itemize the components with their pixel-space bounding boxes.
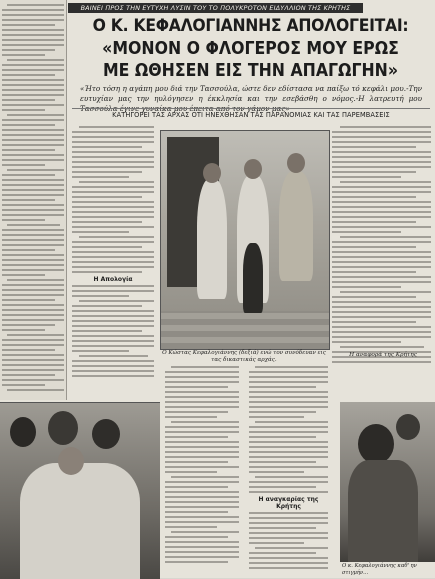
text-line — [340, 181, 431, 183]
text-line — [165, 521, 239, 523]
text-line — [249, 406, 328, 408]
photo-head-center — [244, 159, 262, 179]
text-line — [249, 486, 316, 488]
text-line — [249, 537, 328, 539]
text-line — [72, 211, 154, 213]
text-line — [72, 216, 154, 218]
text-line — [249, 441, 328, 443]
text-line — [7, 114, 64, 116]
text-line — [72, 156, 154, 158]
text-line — [332, 331, 431, 333]
text-line — [165, 516, 239, 518]
photo-figure-soldier — [279, 171, 313, 281]
text-line — [72, 345, 154, 347]
text-line — [2, 244, 64, 246]
text-line — [332, 166, 431, 168]
text-line — [249, 522, 328, 524]
text-line — [2, 189, 64, 191]
text-line — [332, 256, 431, 258]
text-line — [72, 271, 142, 273]
text-line — [249, 517, 328, 519]
text-line — [332, 261, 431, 263]
text-line — [165, 466, 239, 468]
text-line — [165, 381, 239, 383]
text-line — [7, 224, 60, 226]
text-line — [165, 436, 228, 438]
text-line — [2, 84, 64, 86]
text-line — [165, 441, 239, 443]
text-line — [72, 241, 154, 243]
text-line — [332, 221, 416, 223]
text-line — [332, 246, 416, 248]
text-line — [332, 201, 431, 203]
text-line — [72, 146, 142, 148]
text-line — [249, 376, 328, 378]
br-figure-head — [358, 424, 394, 464]
text-line — [332, 186, 431, 188]
text-line — [72, 226, 154, 228]
text-line — [332, 241, 431, 243]
headline-primary: Ο Κ. ΚΕΦΑΛΟΓΙΑΝΝΗΣ ΑΠΟΛΟΓΕΙΤΑΙ: — [92, 16, 409, 36]
headline-quote-line-1: «ΜΟΝΟΝ Ο ΦΛΟΓΕΡΟΣ ΜΟΥ ΕΡΩΣ — [102, 39, 399, 59]
banner: ΒΑΙΝΕΙ ΠΡΟΣ ΤΗΝ ΕΥΤΥΧΗ ΛΥΣΙΝ ΤΟΥ ΤΟ ΠΟΛΥΚΡΟΤΟΝ ΕΙΔΥΛΛΙΟΝ ΤΗΣ ΚΡΗΤΗΣ — [68, 3, 363, 13]
bl-figure-2 — [48, 411, 78, 445]
text-line — [165, 556, 239, 558]
text-line — [2, 269, 64, 271]
text-line — [7, 59, 64, 61]
text-line — [171, 421, 239, 423]
text-line — [2, 284, 64, 286]
text-line — [2, 34, 64, 36]
text-line — [2, 159, 64, 161]
text-line — [332, 321, 416, 323]
text-line — [332, 211, 431, 213]
text-line — [332, 146, 416, 148]
text-line — [72, 176, 129, 178]
text-line — [165, 551, 239, 553]
text-line — [72, 171, 142, 173]
section-title-apology: Η Απολογία — [93, 276, 133, 283]
text-line — [332, 301, 431, 303]
text-line — [72, 186, 154, 188]
text-line — [2, 164, 45, 166]
text-line — [2, 119, 64, 121]
text-line — [332, 276, 431, 278]
text-line — [165, 386, 228, 388]
text-line — [72, 221, 142, 223]
text-line — [171, 531, 239, 533]
text-line — [165, 391, 239, 393]
text-line — [165, 501, 239, 503]
text-line — [2, 264, 64, 266]
text-line — [2, 124, 55, 126]
text-line — [332, 191, 431, 193]
text-line — [72, 196, 142, 198]
text-line — [2, 254, 64, 256]
text-line — [2, 274, 45, 276]
text-line — [2, 94, 64, 96]
text-line — [7, 389, 64, 391]
text-line — [249, 471, 304, 473]
text-line — [72, 151, 154, 153]
br-figure-2 — [396, 414, 420, 440]
text-line — [2, 349, 55, 351]
text-line — [2, 304, 64, 306]
text-line — [255, 476, 328, 478]
text-line — [249, 461, 316, 463]
text-line — [79, 300, 154, 302]
text-line — [165, 431, 239, 433]
text-line — [72, 251, 154, 253]
text-line — [2, 369, 64, 371]
text-line — [171, 476, 239, 478]
text-line — [2, 74, 55, 76]
main-photo — [160, 130, 330, 350]
text-line — [2, 259, 64, 261]
text-line — [2, 204, 64, 206]
photo-steps — [161, 311, 329, 349]
text-line — [165, 416, 217, 418]
text-line — [2, 64, 64, 66]
text-line — [2, 149, 55, 151]
text-line — [332, 141, 431, 143]
text-line — [2, 239, 64, 241]
text-line — [249, 401, 328, 403]
text-line — [72, 246, 142, 248]
text-line — [72, 256, 154, 258]
text-line — [2, 54, 45, 56]
text-line — [7, 334, 64, 336]
article-column-lower-1 — [163, 362, 241, 572]
text-line — [2, 219, 45, 221]
text-line — [2, 184, 64, 186]
article-column-3 — [330, 122, 433, 370]
text-line — [249, 381, 328, 383]
text-line — [332, 341, 401, 343]
left-column-text — [0, 0, 67, 400]
text-line — [7, 279, 64, 281]
text-line — [332, 271, 416, 273]
text-line — [332, 326, 431, 328]
text-line — [2, 199, 55, 201]
text-line — [332, 296, 416, 298]
text-line — [2, 129, 64, 131]
text-line — [249, 567, 328, 569]
text-line — [249, 557, 328, 559]
text-line — [2, 319, 64, 321]
text-line — [165, 451, 239, 453]
text-line — [332, 266, 431, 268]
text-line — [2, 109, 45, 111]
text-line — [332, 161, 431, 163]
text-line — [2, 79, 64, 81]
text-line — [2, 134, 64, 136]
text-line — [2, 339, 64, 341]
headline-quote — [84, 38, 416, 82]
text-line — [72, 295, 129, 297]
text-line — [249, 446, 328, 448]
text-line — [2, 174, 55, 176]
text-line — [2, 289, 64, 291]
text-line — [72, 166, 154, 168]
text-line — [165, 376, 239, 378]
text-line — [165, 396, 239, 398]
text-line — [249, 371, 328, 373]
text-line — [171, 366, 239, 368]
text-line — [332, 316, 431, 318]
text-line — [72, 370, 154, 372]
bl-figure-1 — [10, 417, 36, 447]
text-line — [72, 136, 154, 138]
text-line — [249, 542, 304, 544]
text-line — [165, 511, 228, 513]
text-line — [255, 421, 328, 423]
text-line — [340, 291, 431, 293]
text-line — [72, 320, 154, 322]
text-line — [165, 446, 239, 448]
text-line — [79, 355, 149, 357]
text-line — [2, 379, 64, 381]
text-line — [249, 386, 316, 388]
text-line — [249, 532, 328, 534]
text-line — [165, 541, 239, 543]
text-line — [332, 226, 431, 228]
text-line — [340, 126, 431, 128]
text-line — [2, 89, 64, 91]
text-line — [72, 131, 154, 133]
text-line — [165, 371, 239, 373]
text-line — [72, 315, 154, 317]
text-line — [249, 411, 316, 413]
text-line — [165, 546, 239, 548]
text-line — [249, 491, 328, 493]
text-line — [332, 361, 431, 363]
text-line — [165, 536, 228, 538]
text-line — [165, 426, 239, 428]
article-column-lower-2 — [247, 362, 330, 572]
text-line — [2, 344, 64, 346]
text-line — [165, 471, 217, 473]
br-figure-body — [348, 460, 418, 562]
text-line — [79, 126, 154, 128]
text-line — [165, 406, 239, 408]
text-line — [249, 527, 316, 529]
text-line — [72, 201, 154, 203]
text-line — [165, 526, 217, 528]
text-line — [2, 19, 64, 21]
text-line — [165, 461, 228, 463]
text-line — [255, 547, 328, 549]
text-line — [2, 69, 64, 71]
bottom-right-photo — [340, 402, 435, 562]
text-line — [72, 191, 154, 193]
text-line — [72, 310, 154, 312]
text-line — [332, 231, 401, 233]
text-line — [2, 364, 64, 366]
text-line — [2, 144, 64, 146]
text-line — [72, 365, 154, 367]
text-line — [2, 139, 64, 141]
text-line — [2, 194, 64, 196]
photo-head-soldier — [287, 153, 305, 173]
deck-quote: «Ήτο τόση η αγάπη μου διά την Τασσούλα, ώστε δεν εδίστασα να παίξω τό κεφάλι μου.-Την ευτυχίαν μας την ηυλόγησεν η έκκλησία και την εσεβάσθη ο νόμος.-Η λατρευτή μου Τασσούλα έγινε γυναίκα μου έπειτα από τον γάμον μας» — [80, 84, 422, 113]
text-line — [165, 456, 239, 458]
text-line — [72, 285, 154, 287]
bottom-right-caption: Ο κ. Κεφαλογιάννης καθ' ην στιγμήν... — [342, 563, 417, 576]
photo-figure-left — [197, 179, 227, 299]
text-line — [2, 29, 64, 31]
text-line — [165, 486, 228, 488]
text-line — [2, 24, 55, 26]
text-line — [72, 161, 154, 163]
text-line — [7, 169, 64, 171]
left-column-lines — [2, 4, 64, 400]
photo-caption: Ο Κώστας Κεφαλογιάννης (δεξιά) ενώ τον συνόδευαν εις τας δικαστικάς αρχάς. — [162, 350, 326, 363]
text-line — [249, 456, 328, 458]
text-line — [72, 290, 154, 292]
text-line — [72, 350, 129, 352]
subheadline: ΚΑΤΗΓΟΡΕΙ ΤΑΣ ΑΡΧΑΣ ΟΤΙ ΗΝΕΧΘΗΣΑΝ ΤΑΣ ΠΑΡΑΝΟΜΙΑΣ ΚΑΙ ΤΑΣ ΠΑΡΕΜΒΑΣΕΙΣ — [72, 108, 430, 119]
text-line — [249, 466, 328, 468]
text-line — [2, 179, 64, 181]
text-line — [255, 366, 328, 368]
text-line — [165, 506, 239, 508]
text-line — [2, 234, 64, 236]
text-line — [72, 231, 129, 233]
text-line — [2, 374, 55, 376]
text-line — [2, 209, 64, 211]
text-line — [2, 329, 45, 331]
text-line — [2, 359, 64, 361]
text-line — [249, 396, 328, 398]
text-line — [72, 261, 154, 263]
text-line — [2, 9, 64, 11]
text-line — [249, 552, 316, 554]
text-line — [249, 416, 304, 418]
text-line — [2, 49, 55, 51]
text-line — [2, 99, 55, 101]
text-line — [2, 214, 64, 216]
text-line — [332, 206, 431, 208]
text-line — [332, 311, 431, 313]
text-line — [2, 314, 64, 316]
text-line — [249, 512, 328, 514]
text-line — [249, 562, 328, 564]
text-line — [332, 131, 431, 133]
text-line — [2, 299, 55, 301]
bl-white-coat — [20, 463, 140, 579]
article-column-1 — [70, 122, 156, 380]
text-line — [249, 451, 328, 453]
text-line — [249, 481, 328, 483]
text-line — [72, 141, 154, 143]
text-line — [165, 496, 239, 498]
section-title-report: Η αναφορά της Κρήτης — [349, 352, 417, 358]
text-line — [79, 181, 154, 183]
text-line — [2, 384, 45, 386]
text-line — [165, 481, 239, 483]
text-line — [332, 171, 416, 173]
bl-face — [58, 447, 84, 475]
text-line — [2, 309, 64, 311]
section-title-marriage: Η αναγκαρίας της Κρήτης — [258, 496, 319, 510]
text-line — [2, 39, 64, 41]
text-line — [332, 151, 431, 153]
text-line — [332, 216, 431, 218]
text-line — [165, 491, 239, 493]
text-line — [2, 14, 64, 16]
text-line — [79, 236, 154, 238]
text-line — [332, 336, 431, 338]
photo-trousers — [243, 243, 263, 313]
headline-quote-line-2: ΜΕ ΩΘΗΣΕΝ ΕΙΣ ΤΗΝ ΑΠΑΓΩΓΗΝ» — [102, 61, 399, 81]
text-line — [165, 401, 239, 403]
text-line — [249, 431, 328, 433]
text-line — [332, 306, 431, 308]
text-line — [249, 391, 328, 393]
text-line — [72, 330, 142, 332]
text-line — [332, 196, 416, 198]
text-line — [332, 176, 401, 178]
text-line — [72, 360, 154, 362]
text-line — [332, 136, 431, 138]
text-line — [2, 249, 55, 251]
bl-figure-3 — [92, 419, 120, 449]
text-line — [2, 324, 55, 326]
text-line — [72, 206, 154, 208]
text-line — [2, 44, 64, 46]
text-line — [2, 294, 64, 296]
text-line — [249, 426, 328, 428]
photo-head-left — [203, 163, 221, 183]
bottom-left-photo — [0, 402, 160, 579]
text-line — [72, 340, 154, 342]
text-line — [2, 154, 64, 156]
text-line — [2, 354, 64, 356]
text-line — [72, 375, 154, 377]
text-line — [332, 281, 431, 283]
text-line — [7, 4, 64, 6]
text-line — [332, 156, 431, 158]
text-line — [340, 346, 424, 348]
text-line — [249, 436, 316, 438]
text-line — [332, 251, 431, 253]
text-line — [2, 104, 64, 106]
text-line — [72, 266, 154, 268]
text-line — [72, 335, 154, 337]
text-line — [165, 411, 228, 413]
text-line — [72, 305, 142, 307]
text-line — [340, 236, 431, 238]
text-line — [332, 286, 401, 288]
text-line — [165, 561, 228, 563]
text-line — [72, 325, 154, 327]
text-line — [2, 229, 64, 231]
